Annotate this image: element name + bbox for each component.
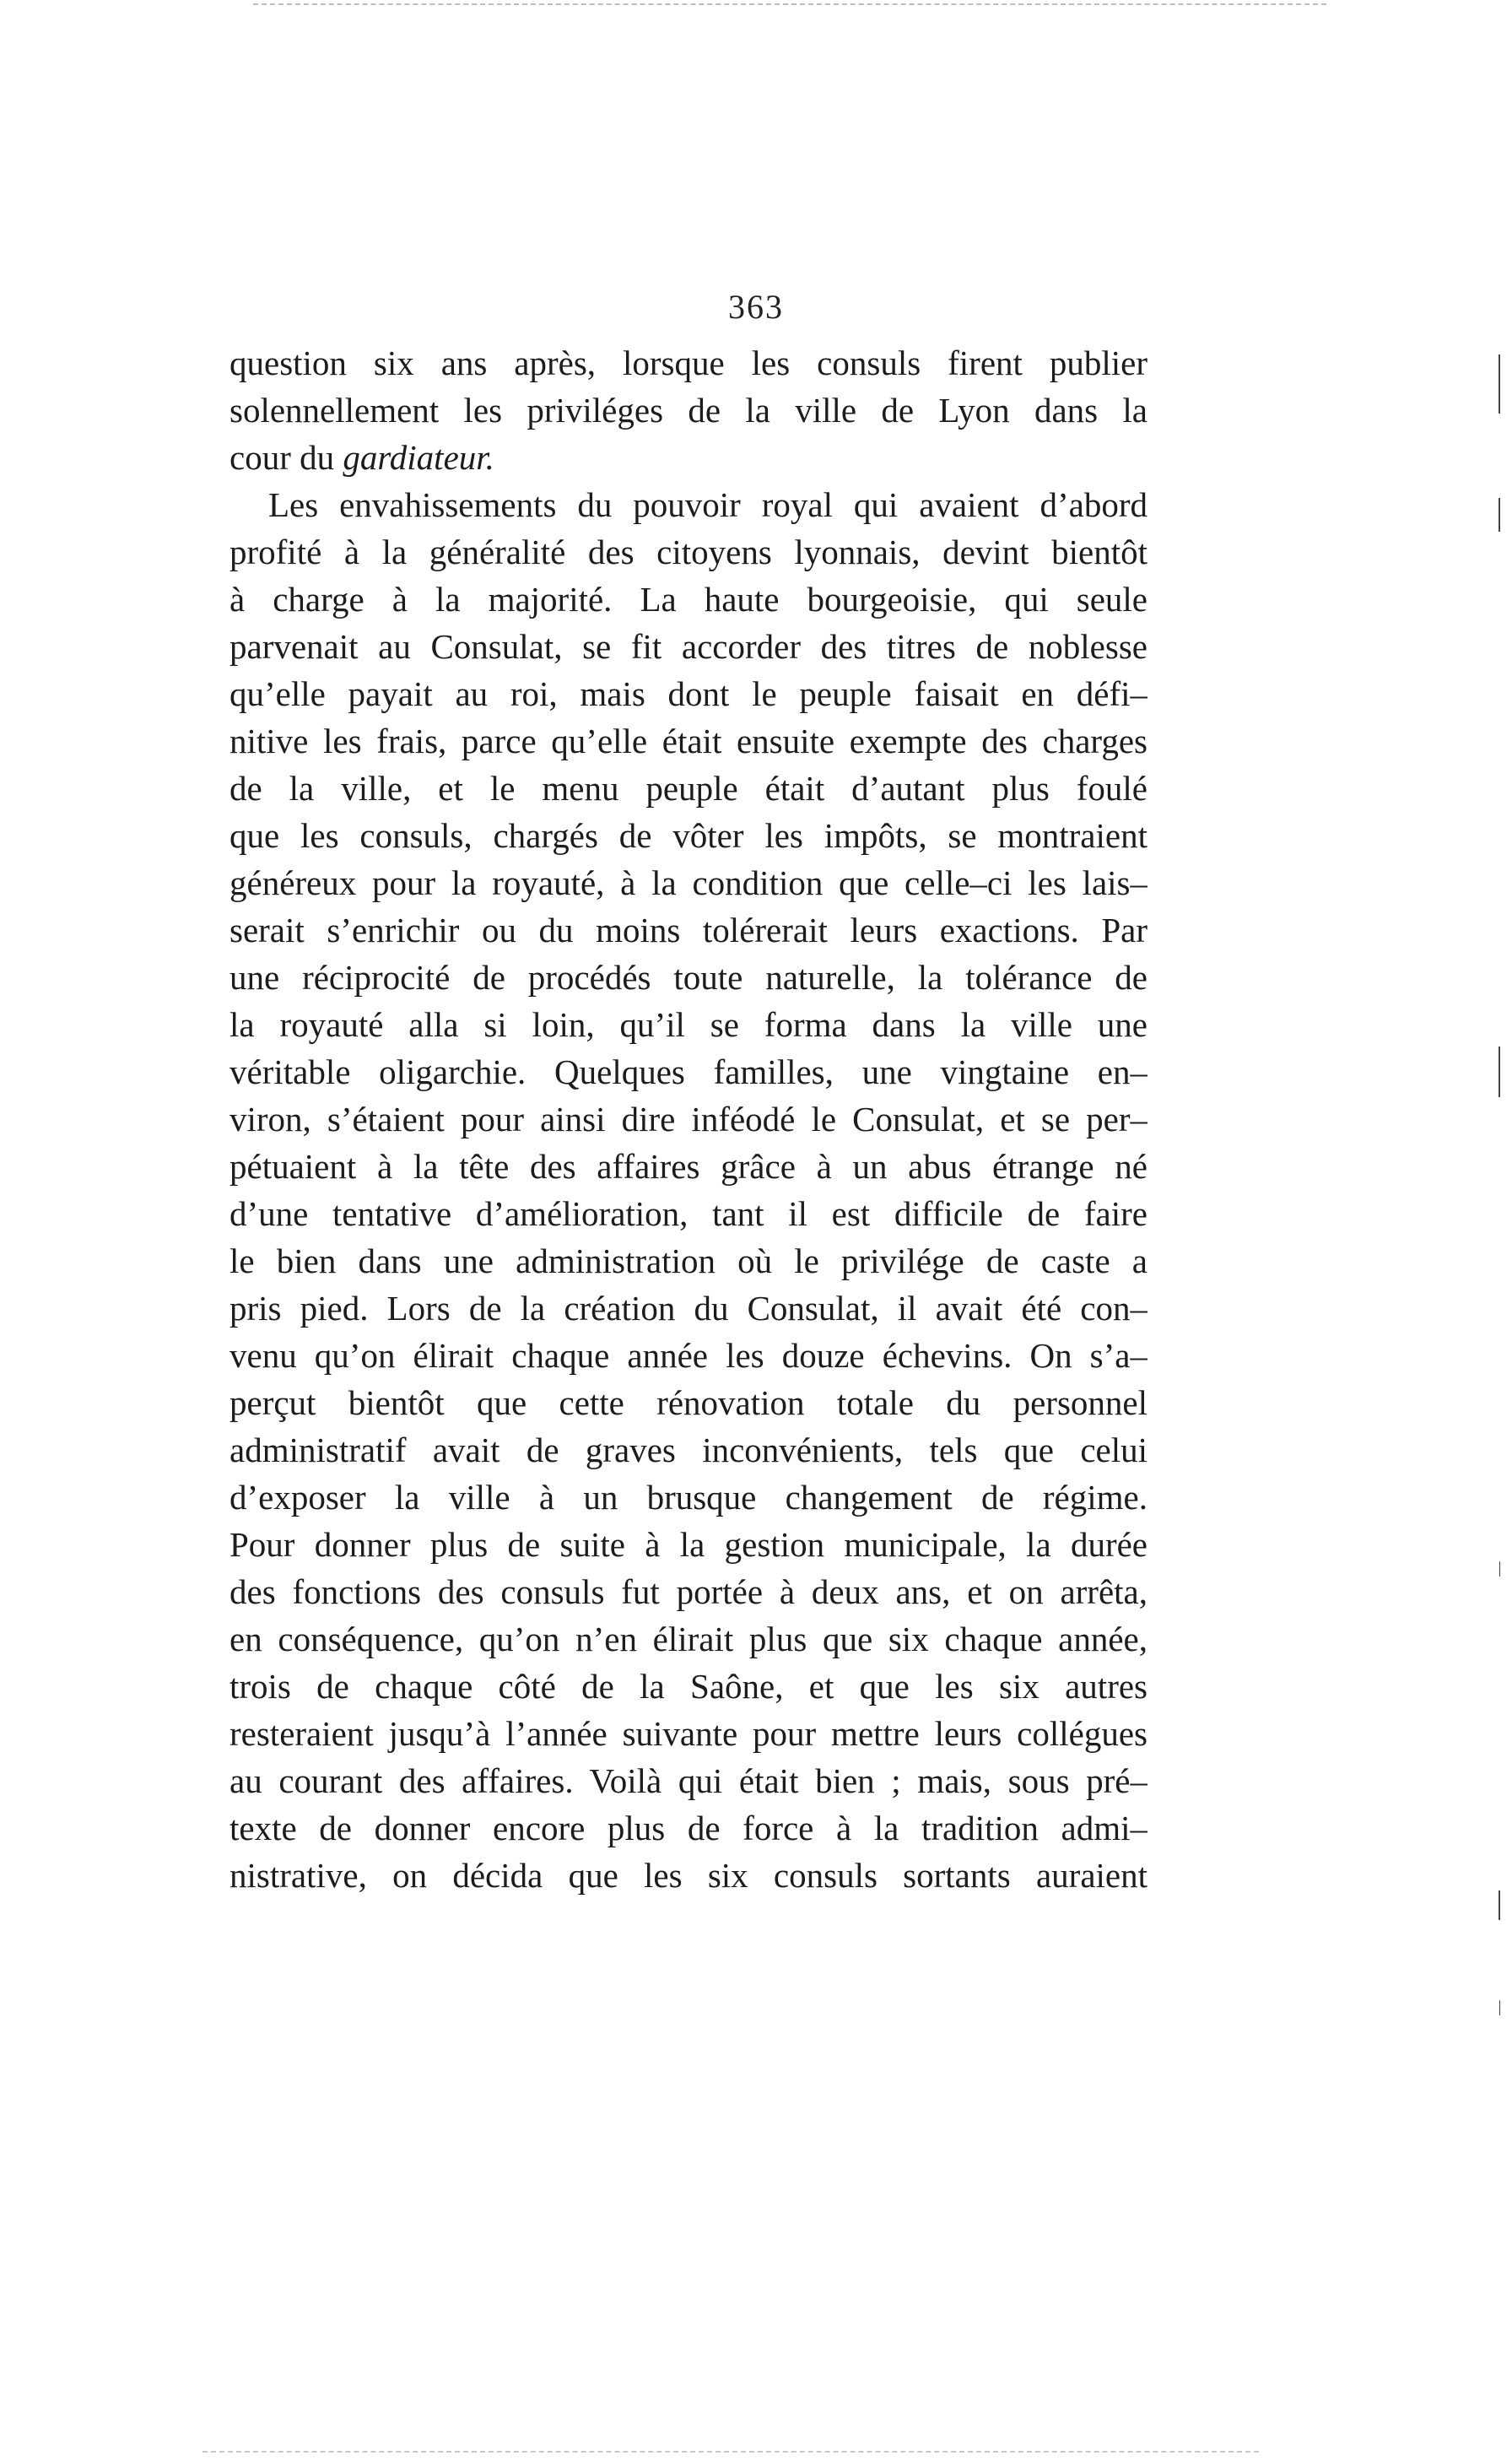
text-line: généreux pour la royauté, à la condition que celle–ci les lais– [230, 863, 1148, 902]
text-line: question six ans après, lorsque les consuls firent publier [230, 343, 1148, 382]
text-line: texte de donner encore plus de force à la tradition admi– [230, 1809, 1148, 1847]
page-number: 363 [728, 288, 784, 326]
text-line: solennellement les priviléges de la ville de Lyon dans la [230, 391, 1148, 430]
scan-edge-mark [1499, 2000, 1500, 2015]
scan-edge-mark [1498, 354, 1500, 414]
text-line: pétuaient à la tête des affaires grâce à un abus étrange né [230, 1147, 1148, 1186]
text-line: au courant des affaires. Voilà qui était bien ; mais, sous pré– [230, 1761, 1148, 1800]
text-segment: cour du [230, 438, 343, 477]
text-line: serait s’enrichir ou du moins tolérerait leurs exactions. Par [230, 911, 1148, 949]
text-line: de la ville, et le menu peuple était d’autant plus foulé [230, 769, 1148, 808]
text-line: que les consuls, chargés de vôter les impôts, se montraient [230, 816, 1148, 855]
text-line: nitive les frais, parce qu’elle était ensuite exempte des charges [230, 722, 1148, 760]
text-line: des fonctions des consuls fut portée à deux ans, et on arrêta, [230, 1572, 1148, 1611]
text-line: véritable oligarchie. Quelques familles, une vingtaine en– [230, 1052, 1148, 1091]
text-line: à charge à la majorité. La haute bourgeoisie, qui seule [230, 580, 1148, 619]
scan-edge-mark [1498, 1047, 1500, 1097]
paragraph-start-line: Les envahissements du pouvoir royal qui avaient d’abord [268, 485, 1148, 524]
text-line: administratif avait de graves inconvénients, tels que celui [230, 1431, 1148, 1469]
text-line: resteraient jusqu’à l’année suivante pour mettre leurs collégues [230, 1714, 1148, 1753]
text-line [230, 434, 1148, 481]
scan-edge-bottom [202, 2451, 1259, 2453]
scan-edge-mark [1499, 1561, 1500, 1577]
text-line: viron, s’étaient pour ainsi dire inféodé le Consulat, et se per– [230, 1100, 1148, 1139]
body-text [230, 339, 1148, 1899]
italic-term: gardiateur. [343, 438, 494, 477]
text-line: la royauté alla si loin, qu’il se forma dans la ville une [230, 1005, 1148, 1044]
scan-edge-mark [1498, 498, 1500, 532]
text-line: en conséquence, qu’on n’en élirait plus que six chaque année, [230, 1620, 1148, 1658]
text-line: parvenait au Consulat, se fit accorder des titres de noblesse [230, 627, 1148, 666]
text-line: venu qu’on élirait chaque année les douze échevins. On s’a– [230, 1336, 1148, 1375]
text-line: nistrative, on décida que les six consuls sortants auraient [230, 1856, 1148, 1895]
text-line: profité à la généralité des citoyens lyonnais, devint bientôt [230, 533, 1148, 571]
text-line: trois de chaque côté de la Saône, et que les six autres [230, 1667, 1148, 1706]
text-line: pris pied. Lors de la création du Consulat, il avait été con– [230, 1289, 1148, 1328]
text-line: perçut bientôt que cette rénovation totale du personnel [230, 1383, 1148, 1422]
text-line: le bien dans une administration où le privilége de caste a [230, 1241, 1148, 1280]
text-line: une réciprocité de procédés toute naturelle, la tolérance de [230, 958, 1148, 997]
text-line: Pour donner plus de suite à la gestion municipale, la durée [230, 1525, 1148, 1564]
text-line: d’exposer la ville à un brusque changement de régime. [230, 1478, 1148, 1517]
scan-edge-top [253, 3, 1326, 5]
text-line: d’une tentative d’amélioration, tant il est difficile de faire [230, 1194, 1148, 1233]
text-line: qu’elle payait au roi, mais dont le peuple faisait en défi– [230, 674, 1148, 713]
scan-edge-mark [1498, 1890, 1500, 1920]
